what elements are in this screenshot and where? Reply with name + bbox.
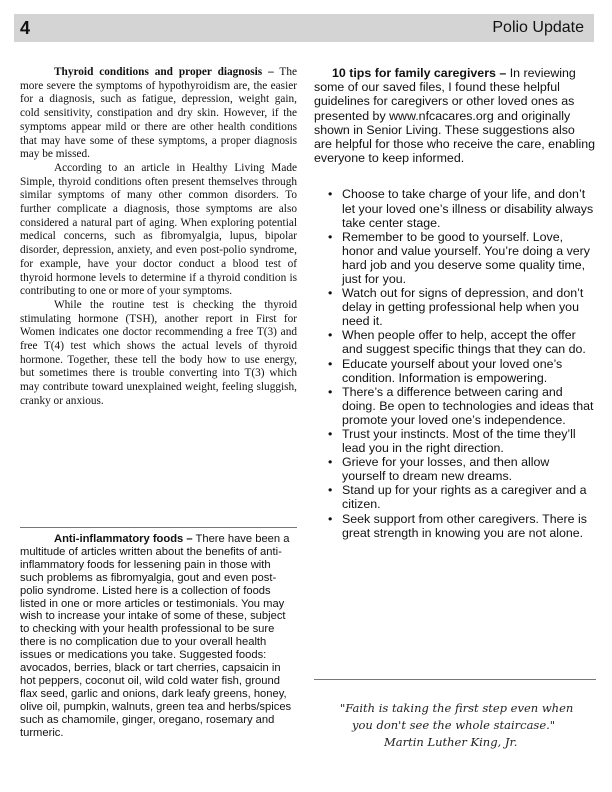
- list-item: • There’s a difference between caring and doing. Be open to technologies and ideas that promote your loved one’s independence.: [328, 385, 596, 427]
- left-divider: [20, 527, 297, 528]
- right-divider: [314, 679, 596, 680]
- foods-paragraph: [20, 533, 297, 740]
- publication-title: Polio Update: [492, 19, 584, 36]
- list-item: • When people offer to help, accept the offer and suggest specific things that they can do.: [328, 328, 596, 356]
- caregivers-intro-paragraph: [314, 66, 596, 165]
- left-column: [20, 66, 297, 409]
- quote-block: [330, 700, 590, 751]
- quote-author: Martin Luther King, Jr.: [384, 735, 518, 749]
- thyroid-heading: Thyroid conditions and proper diagnosis –: [54, 66, 274, 78]
- thyroid-paragraph-1: [20, 66, 297, 162]
- caregivers-heading: 10 tips for family caregivers –: [332, 66, 507, 80]
- foods-heading: Anti-inflammatory foods –: [54, 533, 193, 545]
- right-column: [314, 66, 596, 540]
- caregivers-intro: In reviewing some of our saved files, I found these helpful guidelines for caregivers or other loved ones as presented by www.nfcacares.org and originally shown in Senior Living. These suggestions also are helpful for those who receive the care, enabling everyone to keep informed.: [314, 66, 596, 166]
- list-item: • Seek support from other caregivers. There is great strength in knowing you are not alone.: [328, 512, 596, 540]
- list-item: • Remember to be good to yourself. Love, honor and value yourself. You’re doing a very hard job and you deserve some quality time, just for you.: [328, 230, 596, 286]
- list-item: • Educate yourself about your loved one’s condition. Information is empowering.: [328, 357, 596, 385]
- list-item: • Watch out for signs of depression, and don’t delay in getting professional help when you need it.: [328, 286, 596, 328]
- quote-line-1: "Faith is taking the first step even when: [340, 701, 574, 715]
- thyroid-paragraph-3: While the routine test is checking the thyroid stimulating hormone (TSH), another report in First for Women indicates one doctor recommending a free T(3) and free T(4) test which shows the actual levels of thyroid hormone. Together, these tell the body how to use energy, but sometimes there is trouble converting into T(3) which may contribute toward unexplained weight, feeling sluggish, cranky or anxious.: [20, 298, 297, 407]
- anti-inflammatory-section: [20, 533, 297, 740]
- page-header: [14, 14, 594, 42]
- list-item: • Grieve for your losses, and then allow yourself to dream new dreams.: [328, 455, 596, 483]
- page-number: 4: [20, 18, 31, 38]
- caregiver-tips-list: [314, 187, 596, 539]
- quote-line-2: you don't see the whole staircase.": [352, 718, 556, 732]
- thyroid-paragraph-2: According to an article in Healthy Living Made Simple, thyroid conditions often present themselves through similar symptoms of many other common disorders. To further complicate a diagnosis, those symptoms are also considered a natural part of aging. When exploring potential medical concerns, such as fibromyalgia, lupus, bipolar disorder, depression, anxiety, and even post-polio syndrome, for example, have your doctor conduct a blood test of thyroid hormone levels to determine if a thyroid condition is contributing to one or more of your symptoms.: [20, 161, 297, 298]
- list-item: • Trust your instincts. Most of the time they’ll lead you in the right direction.: [328, 427, 596, 455]
- foods-text: There have been a multitude of articles written about the benefits of anti-inflammatory foods for lessening pain in those with such problems as fibromyalgia, gout and even post-polio syndrome. Listed here is a collection of foods listed in one or more articles or testimonials. You may wish to increase your intake of some of these, subject to checking with your health professional to be sure there is no complication due to your overall health issues or medications you take. Suggested foods: avocados, berries, black or tart cherries, capsaicin in hot peppers, coconut oil, wild cold water fish, ground flax seed, garlic and onions, dark leafy greens, honey, olive oil, pumpkin, walnuts, green tea and herbs/spices such as chamomile, ginger, oregano, rosemary and turmeric.: [20, 533, 292, 739]
- list-item: • Stand up for your rights as a caregiver and a citizen.: [328, 483, 596, 511]
- list-item: • Choose to take charge of your life, and don’t let your loved one’s illness or disability always take center stage.: [328, 187, 596, 229]
- thyroid-text-1: The more severe the symptoms of hypothyroidism are, the easier for a diagnosis, such as fatigue, depression, weight gain, cold sensitivity, constipation and dry skin. However, if the symptoms appear mild or there are other health conditions that may have some of these symptoms, a proper diagnosis may be missed.: [20, 66, 297, 161]
